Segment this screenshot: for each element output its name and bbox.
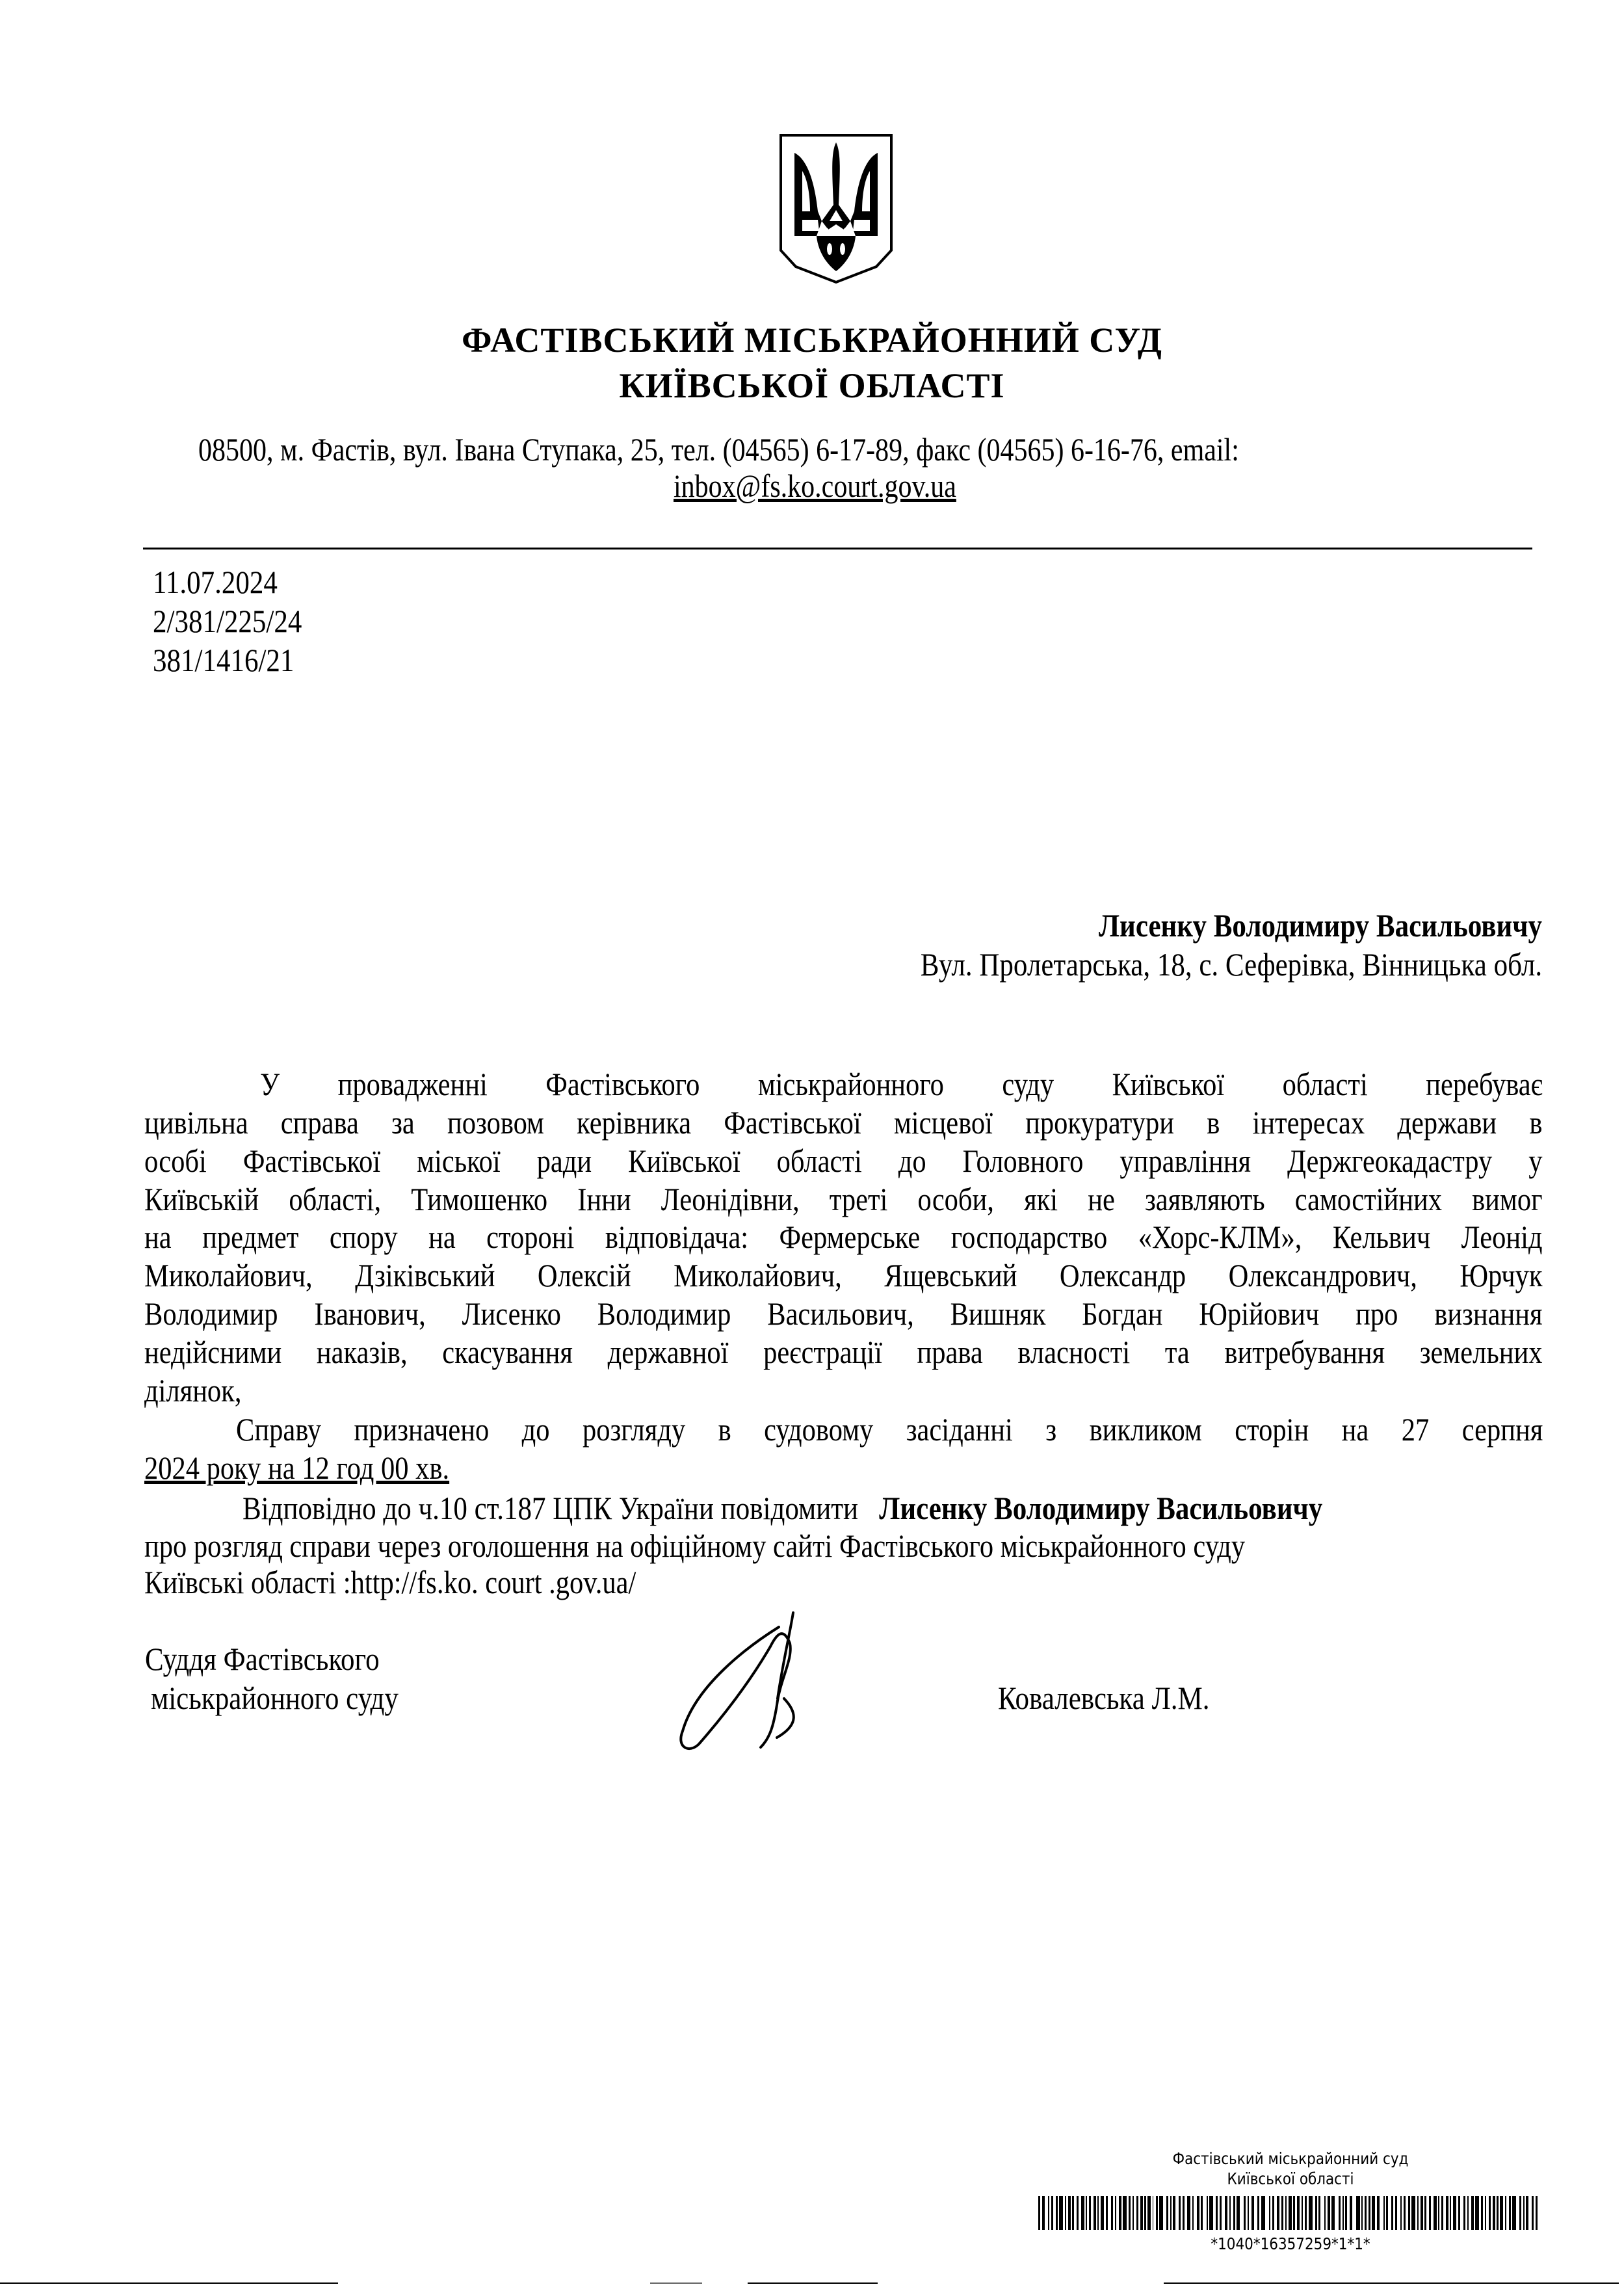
barcode-bar [1497,2196,1499,2230]
barcode-bar [1339,2196,1341,2230]
barcode-bar [1089,2196,1091,2230]
barcode-bar [1056,2196,1058,2230]
barcode-bar [1453,2196,1456,2230]
barcode-bar [1225,2196,1227,2230]
barcode-bar [1463,2196,1465,2230]
barcode-bar [1183,2196,1185,2230]
barcode-bar [1170,2196,1172,2230]
body-line: на предмет спору на стороні відповідача: Фермерське господарство «Хорс-КЛМ», Кельвич Леонід [144,1219,1543,1255]
barcode-bar [1153,2196,1154,2230]
barcode-bar [1536,2196,1538,2230]
barcode-bar [1281,2196,1283,2230]
barcode-bar [1512,2196,1516,2230]
barcode-bar [1156,2196,1158,2230]
barcode-bar [1361,2196,1363,2230]
body-line: ділянок, [144,1372,242,1409]
barcode-bar [1233,2196,1235,2230]
judge-title-line1: Суддя Фастівського [145,1641,380,1677]
barcode-bar [1446,2196,1448,2230]
hearing-date-line: Справу призначено до розгляду в судовому засіданні з викликом сторін на 27 серпня [236,1411,1543,1448]
addressee-address: Вул. Пролетарська, 18, с. Сеферівка, Вінницька обл. [920,946,1542,983]
body-line: Миколайович, Дзіківський Олексій Миколайович, Ящевський Олександр Олександрович, Юрчук [144,1257,1543,1293]
barcode-bar [1207,2196,1208,2230]
barcode-bar [1048,2196,1049,2230]
barcode-bar [1324,2196,1326,2230]
barcode-bar [1269,2196,1270,2230]
barcode-bar [1404,2196,1406,2230]
barcode-bar [1450,2196,1451,2230]
barcode-bar [1365,2196,1367,2230]
barcode-bar [1192,2196,1194,2230]
barcode-bar [1424,2196,1426,2230]
barcode-bar [1400,2196,1402,2230]
barcode-bar [1421,2196,1423,2230]
barcode-bar [1201,2196,1203,2230]
barcode-bar [1383,2196,1385,2230]
barcode-bar [1094,2196,1096,2230]
outgoing-number: 2/381/225/24 [153,603,302,639]
barcode-bar [1081,2196,1084,2230]
document-barcode [1038,2196,1540,2230]
barcode-bar [1101,2196,1104,2230]
barcode-bar [1136,2196,1138,2230]
barcode-bar [1051,2196,1053,2230]
body-line: цивільна справа за позовом керівника Фастівської місцевої прокуратури в інтересах держави в [144,1104,1543,1141]
barcode-bar [1144,2196,1146,2230]
barcode-bar [1481,2196,1483,2230]
barcode-bar [1257,2196,1259,2230]
barcode-bar [1356,2196,1360,2230]
barcode-bar [1285,2196,1287,2230]
barcode-bar [1386,2196,1388,2230]
barcode-bar [1532,2196,1534,2230]
barcode-bar [1038,2196,1040,2230]
notice-line-prefix [242,1489,1322,1527]
barcode-bar [1493,2196,1495,2230]
stamp-court-name: Фастівський міськрайонний суд [1172,2149,1409,2168]
hearing-time-line: 2024 року на 12 год 00 хв. [144,1449,450,1486]
barcode-bar [1391,2196,1393,2230]
page-edge-line [748,2282,878,2284]
barcode-bar [1140,2196,1143,2230]
barcode-bar [1318,2196,1320,2230]
barcode-bar [1526,2196,1528,2230]
barcode-bar [1220,2196,1222,2230]
barcode-bar [1395,2196,1398,2230]
barcode-bar [1179,2196,1181,2230]
barcode-bar [1441,2196,1443,2230]
barcode-bar [1434,2196,1437,2230]
court-contact-address: 08500, м. Фастів, вул. Івана Ступака, 25, тел. (04565) 6-17-89, факс (04565) 6-16-76, email: [198,431,1239,468]
barcode-bar [1086,2196,1087,2230]
barcode-bar [1068,2196,1071,2230]
notice-addressee-name: Лисенку Володимиру Васильовичу [879,1490,1323,1526]
page-edge-line [0,2282,338,2284]
barcode-bar [1289,2196,1292,2230]
barcode-bar [1458,2196,1460,2230]
case-number: 381/1416/21 [153,642,295,678]
letter-date: 11.07.2024 [153,564,278,600]
barcode-bar [1372,2196,1375,2230]
body-line: Київській області, Тимошенко Інни Леонідівни, треті особи, які не заявляють самостійних вимог [144,1181,1543,1217]
barcode-number: *1040*16357259*1*1* [1211,2234,1370,2253]
barcode-bar [1097,2196,1099,2230]
header-separator [143,548,1532,549]
court-email-link[interactable]: inbox@fs.ko.court.gov.ua [674,468,956,504]
barcode-bar [1377,2196,1380,2230]
barcode-bar [1293,2196,1295,2230]
barcode-bar [1369,2196,1370,2230]
stamp-region: Київської області [1227,2169,1354,2188]
handwritten-signature-icon [663,1608,819,1757]
barcode-bar [1429,2196,1431,2230]
barcode-bar [1500,2196,1503,2230]
barcode-bar [1309,2196,1313,2230]
barcode-bar [1305,2196,1307,2230]
barcode-bar [1119,2196,1121,2230]
barcode-bar [1042,2196,1045,2230]
barcode-bar [1345,2196,1347,2230]
barcode-bar [1123,2196,1127,2230]
judge-title-line2: міськрайонного суду [151,1680,399,1716]
court-name-line1: ФАСТІВСЬКИЙ МІСЬКРАЙОННИЙ СУД [462,321,1162,360]
barcode-bar [1237,2196,1240,2230]
barcode-bar [1147,2196,1151,2230]
barcode-bar [1173,2196,1175,2230]
barcode-bar [1216,2196,1218,2230]
barcode-bar [1411,2196,1415,2230]
barcode-bar [1248,2196,1249,2230]
barcode-bar [1475,2196,1479,2230]
barcode-bar [1272,2196,1274,2230]
barcode-bar [1106,2196,1108,2230]
barcode-bar [1261,2196,1265,2230]
barcode-bar [1505,2196,1506,2230]
court-website-line[interactable]: Київські області :http://fs.ko. court .gov.ua/ [144,1564,636,1600]
barcode-bar [1059,2196,1063,2230]
barcode-bar [1166,2196,1168,2230]
barcode-bar [1523,2196,1525,2230]
barcode-bar [1302,2196,1303,2230]
barcode-bar [1315,2196,1317,2230]
court-name-line2: КИЇВСЬКОЇ ОБЛАСТІ [619,366,1005,405]
barcode-bar [1331,2196,1335,2230]
barcode-bar [1129,2196,1131,2230]
notice-prefix: Відповідно до ч.10 ст.187 ЦПК України повідомити [242,1490,859,1526]
barcode-bar [1111,2196,1113,2230]
barcode-bar [1328,2196,1330,2230]
barcode-bar [1209,2196,1213,2230]
body-line: недійсними наказів, скасування державної реєстрації права власності та витребування земельних [144,1334,1543,1370]
barcode-bar [1065,2196,1066,2230]
page-edge-line [650,2282,702,2284]
ukraine-coat-of-arms-icon [779,133,893,284]
barcode-bar [1077,2196,1079,2230]
barcode-bar [1519,2196,1521,2230]
body-line: У провадженні Фастівського міськрайонного суду Київської області перебуває [260,1066,1543,1102]
addressee-name: Лисенку Володимиру Васильовичу [1099,907,1542,944]
barcode-bar [1072,2196,1074,2230]
page-edge-line [1164,2282,1619,2284]
barcode-bar [1417,2196,1419,2230]
barcode-bar [1467,2196,1469,2230]
barcode-bar [1342,2196,1344,2230]
barcode-bar [1408,2196,1410,2230]
barcode-bar [1277,2196,1279,2230]
barcode-bar [1229,2196,1231,2230]
barcode-bar [1297,2196,1300,2230]
barcode-bar [1187,2196,1190,2230]
notice-line: про розгляд справи через оголошення на офіційному сайті Фастівського міськрайонного суду [144,1528,1246,1564]
barcode-bar [1489,2196,1491,2230]
barcode-bar [1350,2196,1352,2230]
barcode-bar [1485,2196,1486,2230]
barcode-bar [1244,2196,1246,2230]
body-line: Володимир Іванович, Лисенко Володимир Васильович, Вишняк Богдан Юрійович про визнання [144,1295,1543,1332]
barcode-bar [1159,2196,1163,2230]
barcode-bar [1438,2196,1439,2230]
body-line: особі Фастівської міської ради Київської області до Головного управління Держгеокадастру у [144,1143,1543,1179]
barcode-bar [1197,2196,1199,2230]
barcode-bar [1509,2196,1511,2230]
judge-name: Ковалевська Л.М. [998,1680,1210,1716]
barcode-bar [1251,2196,1254,2230]
barcode-bar [1115,2196,1116,2230]
barcode-bar [1471,2196,1474,2230]
barcode-bar [1133,2196,1134,2230]
